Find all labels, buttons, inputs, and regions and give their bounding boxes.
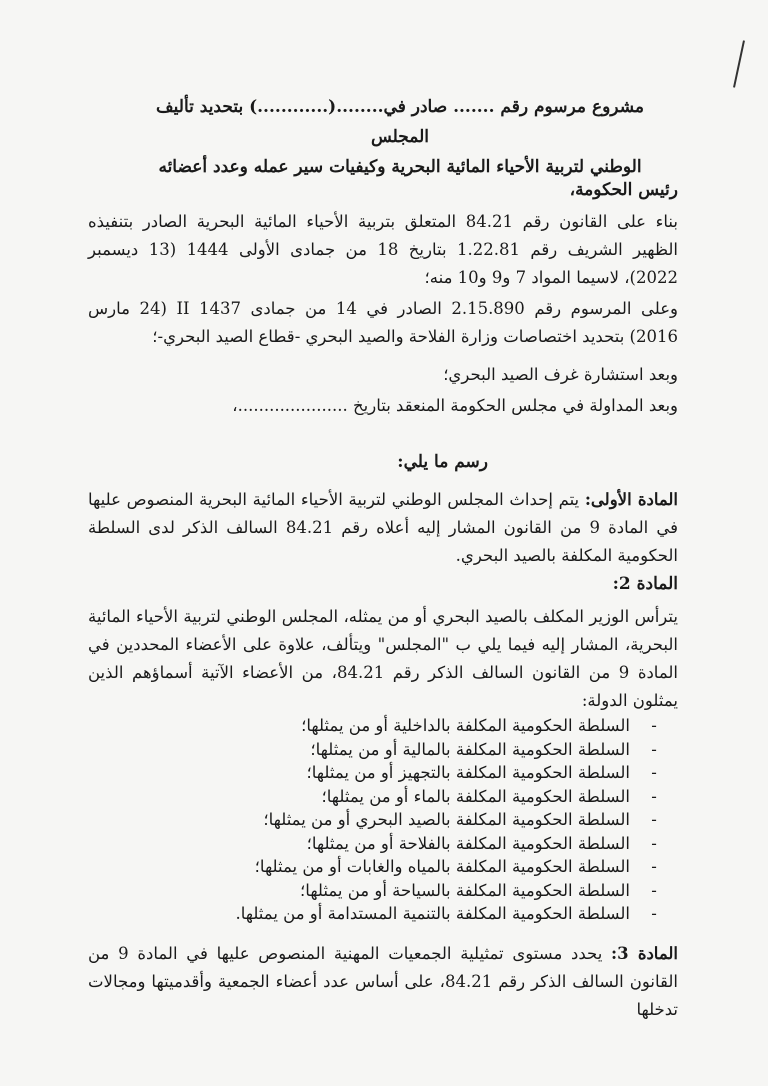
- list-item: - السلطة الحكومية المكلفة بالمالية أو من يمثلها؛: [310, 739, 657, 759]
- decree-heading: رسم ما يلي:: [397, 452, 488, 472]
- handwritten-mark: [733, 40, 745, 87]
- list-item: - السلطة الحكومية المكلفة بالتنمية المستدامة أو من يمثلها.: [235, 904, 657, 923]
- article-3: [88, 940, 678, 1024]
- preamble-paragraph-4: وبعد المداولة في مجلس الحكومة المنعقد بتاريخ .....................،: [232, 396, 678, 415]
- list-item: - السلطة الحكومية المكلفة بالفلاحة أو من يمثلها؛: [306, 833, 657, 853]
- title-line-1: مشروع مرسوم رقم ....... صادر في........(............) بتحديد تأليف المجلس: [156, 97, 644, 147]
- list-item: - السلطة الحكومية المكلفة بالداخلية أو من يمثلها؛: [301, 716, 657, 735]
- preamble-paragraph-2: وعلى المرسوم رقم 2.15.890 الصادر في 14 من جمادى II 1437 (24 مارس 2016) بتحديد اختصاصات وزارة الفلاحة والصيد البحري -قطاع الصيد البحري-؛: [88, 299, 679, 346]
- preamble-paragraph-1: بناء على القانون رقم 84.21 المتعلق بتربية الأحياء المائية البحرية الصادر بتنفيذه الظهير الشريف رقم 1.22.81 بتاريخ 18 من جمادى الأولى 1444 (13 ديسمبر 2022)، لاسيما المواد 7 و9 و10 منه؛: [88, 212, 679, 287]
- document-title: [128, 92, 672, 182]
- list-item: - السلطة الحكومية المكلفة بالسياحة أو من يمثلها؛: [300, 880, 657, 900]
- article-1: [88, 486, 678, 570]
- article-1-text: يتم إحداث المجلس الوطني لتربية الأحياء المائية البحرية المنصوص عليها في المادة 9 من القانون المشار إليه أعلاه رقم 84.21 السالف الذكر لدى السلطة الحكومية المكلفة بالصيد البحري.: [88, 490, 678, 565]
- list-item: - السلطة الحكومية المكلفة بالصيد البحري أو من يمثلها؛: [263, 810, 657, 829]
- article-3-text: يحدد مستوى تمثيلية الجمعيات المهنية المنصوص عليها في المادة 9 من القانون السالف الذكر رقم 84.21، على أساس عدد أعضاء الجمعية وأقدميتها ومجالات تدخلها: [88, 944, 678, 1019]
- list-item: - السلطة الحكومية المكلفة بالتجهيز أو من يمثلها؛: [306, 763, 657, 782]
- article-1-label: المادة الأولى:: [584, 490, 679, 509]
- article-3-label: المادة 3:: [611, 944, 678, 963]
- article-2-member-list: [88, 714, 678, 926]
- preamble-paragraph-3: وبعد استشارة غرف الصيد البحري؛: [443, 365, 678, 384]
- article-2-text: يترأس الوزير المكلف بالصيد البحري أو من يمثله، المجلس الوطني لتربية الأحياء المائية البحرية، المشار إليه فيما يلي ب "المجلس" ويتألف، علاوة على الأعضاء المحددين في المادة 9 من القانون السالف الذكر رقم 84.21، من الأعضاء الآتية أسماؤهم الذين يمثلون الدولة:: [88, 607, 678, 710]
- article-2-label: المادة 2:: [612, 574, 678, 594]
- title-line-2: الوطني لتربية الأحياء المائية البحرية وكيفيات سير عمله وعدد أعضائه: [158, 157, 642, 177]
- list-item: - السلطة الحكومية المكلفة بالماء أو من يمثلها؛: [321, 786, 657, 806]
- list-item: - السلطة الحكومية المكلفة بالمياه والغابات أو من يمثلها؛: [254, 857, 657, 876]
- addressee: رئيس الحكومة،: [569, 180, 678, 200]
